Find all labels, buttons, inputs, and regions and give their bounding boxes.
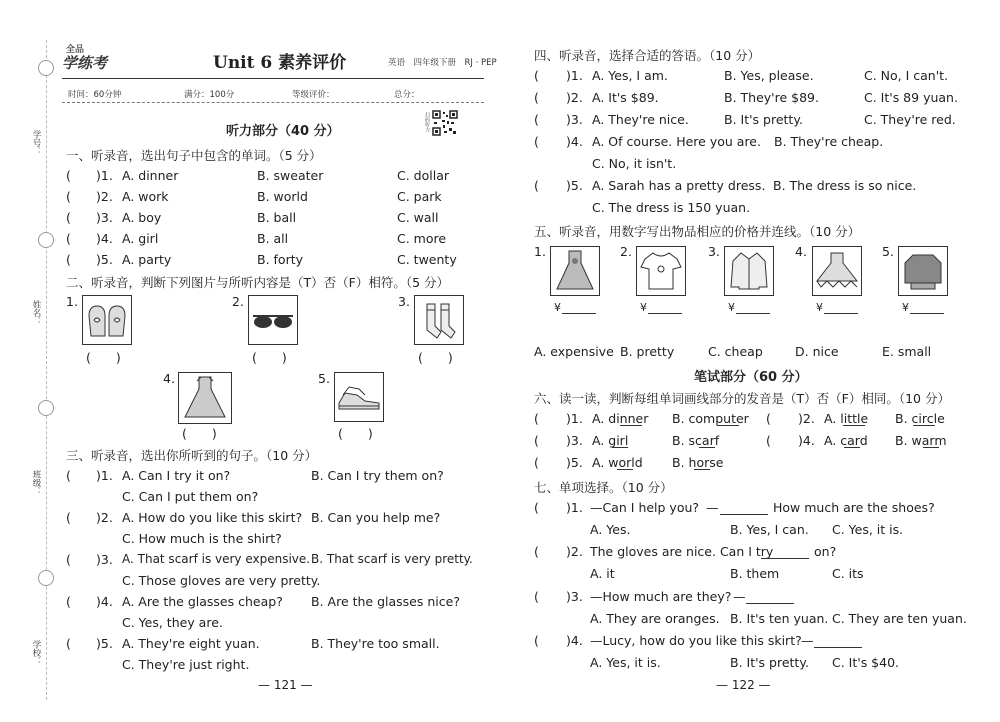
option-a: A. Sarah has a pretty dress. [592, 178, 766, 193]
underline-mark [620, 425, 642, 426]
option-b: B. Yes, please. [724, 68, 814, 83]
option-a: A. card [824, 433, 868, 448]
answer-blank[interactable] [720, 514, 768, 515]
question-text: The gloves are nice. Can I try [590, 544, 774, 559]
option-b: B. They're too small. [311, 636, 440, 651]
answer-paren[interactable]: ( [66, 231, 71, 246]
score-label: 满分：100分 [184, 90, 235, 100]
underline-mark [694, 469, 710, 470]
grade-label: 等级评价： [292, 90, 335, 100]
option-b: B. Yes, I can. [730, 522, 809, 537]
underline-mark [612, 447, 628, 448]
underline-mark [923, 447, 939, 448]
q-number: )2. [96, 189, 113, 204]
picture-number: 1. [534, 244, 546, 259]
sweater-picture [898, 246, 948, 296]
option-b: B. circle [895, 411, 945, 426]
option-c: C. twenty [397, 252, 457, 267]
yuan-symbol: ¥ [728, 301, 735, 314]
socks-picture [414, 295, 464, 345]
answer-paren[interactable]: ( [766, 411, 771, 426]
answer-paren[interactable]: ( [534, 544, 539, 559]
tf-answer-paren[interactable]: ( ) [182, 426, 217, 441]
q-number: )4. [96, 594, 113, 609]
answer-paren[interactable]: ( [66, 468, 71, 483]
answer-paren[interactable]: ( [534, 90, 539, 105]
price-blank[interactable] [824, 313, 858, 314]
option-a: A. work [122, 189, 169, 204]
header-rule [62, 78, 484, 79]
underline-mark [699, 447, 715, 448]
option-a: A. Are the glasses cheap? [122, 594, 283, 609]
answer-paren[interactable]: ( [66, 189, 71, 204]
answer-blank[interactable] [814, 647, 862, 648]
underline-mark [913, 425, 935, 426]
sunglasses-icon [249, 296, 297, 344]
option-a: A. Yes, it is. [590, 655, 661, 670]
answer-blank[interactable] [746, 603, 794, 604]
option-c: C. dollar [397, 168, 450, 183]
tf-answer-paren[interactable]: ( ) [86, 350, 121, 365]
gloves-icon [83, 296, 131, 344]
qr-code-icon [432, 110, 458, 136]
option-b: B. Can I try them on? [311, 468, 444, 483]
picture-number: 3. [398, 294, 410, 309]
q-number: )3. [566, 589, 583, 604]
option-c: C. They're red. [864, 112, 956, 127]
option-a: A. it [590, 566, 615, 581]
question-text: —Can I help you? [590, 500, 700, 515]
q-number: )1. [566, 411, 583, 426]
q-number: )1. [566, 68, 583, 83]
total-label: 总分： [394, 90, 420, 100]
option-a: A. boy [122, 210, 162, 225]
underline-mark [844, 447, 860, 448]
option-a: A. little [824, 411, 869, 426]
question-text: —How much are they? [590, 589, 732, 604]
dash: — [801, 633, 814, 648]
option-c: C. No, it isn't. [592, 156, 677, 171]
q-number: )4. [566, 633, 583, 648]
q-number: )3. [566, 112, 583, 127]
answer-paren[interactable]: ( [66, 252, 71, 267]
option-b: B. Are the glasses nice? [311, 594, 460, 609]
answer-paren[interactable]: ( [66, 594, 71, 609]
tf-answer-paren[interactable]: ( ) [338, 426, 373, 441]
option-c: C. The dress is 150 yuan. [592, 200, 751, 215]
question-text: on? [814, 544, 837, 559]
section-6-title: 六、读一读，判断每组单词画线部分的发音是（T）否（F）相同。（10 分） [534, 391, 950, 406]
price-blank[interactable] [910, 313, 944, 314]
option-a: A. How do you like this skirt? [122, 510, 303, 525]
option-b: B. sweater [257, 168, 324, 183]
option-a: A. Yes, I am. [592, 68, 668, 83]
option-a: A. They are oranges. [590, 611, 720, 626]
binding-hole [38, 400, 54, 416]
side-label-student-id: 学号： [31, 130, 41, 156]
price-blank[interactable] [736, 313, 770, 314]
option-a: A. It's $89. [592, 90, 659, 105]
q-number: )3. [96, 210, 113, 225]
answer-paren[interactable]: ( [66, 210, 71, 225]
sneakers-icon [335, 373, 383, 421]
answer-paren[interactable]: ( [534, 68, 539, 83]
q-number: )1. [96, 468, 113, 483]
q-number: )4. [798, 433, 815, 448]
dress-icon [551, 247, 599, 295]
tf-answer-paren[interactable]: ( ) [252, 350, 287, 365]
answer-paren[interactable]: ( [534, 112, 539, 127]
option-b: B. It's pretty. [730, 655, 809, 670]
tshirt-icon [637, 247, 685, 295]
underline-mark [843, 425, 865, 426]
dash: — [706, 500, 719, 515]
dress-picture [550, 246, 600, 296]
page-title: Unit 6 素养评价 [213, 53, 347, 73]
picture-number: 5. [318, 371, 330, 386]
written-section-title: 笔试部分（60 分） [694, 370, 808, 385]
option-a: A. party [122, 252, 172, 267]
word-option[interactable]: A. expensive [534, 344, 614, 359]
listening-section-title: 听力部分（40 分） [226, 124, 340, 139]
answer-paren[interactable]: ( [766, 433, 771, 448]
option-c: C. No, I can't. [864, 68, 949, 83]
binding-hole [38, 570, 54, 586]
answer-paren[interactable]: ( [534, 411, 539, 426]
jacket-icon [725, 247, 773, 295]
option-b: B. horse [672, 455, 724, 470]
word-option[interactable]: B. pretty [620, 344, 675, 359]
word-option[interactable]: E. small [882, 344, 932, 359]
dress-picture [178, 372, 232, 424]
price-blank[interactable] [562, 313, 596, 314]
q-number: )4. [566, 134, 583, 149]
q-number: )2. [96, 510, 113, 525]
picture-number: 3. [708, 244, 720, 259]
option-a: A. Can I try it on? [122, 468, 231, 483]
answer-paren[interactable]: ( [534, 455, 539, 470]
option-c: C. Those gloves are very pretty. [122, 573, 321, 588]
underline-mark [617, 469, 633, 470]
yuan-symbol: ¥ [816, 301, 823, 314]
q-number: )5. [96, 636, 113, 651]
publisher-logo: 全品 学练考 [62, 45, 108, 72]
side-label-school: 学校： [31, 640, 41, 666]
option-a: A. dinner [592, 411, 649, 426]
picture-number: 4. [163, 371, 175, 386]
option-c: C. more [397, 231, 447, 246]
option-a: A. Of course. Here you are. [592, 134, 761, 149]
option-c: C. It's $40. [832, 655, 900, 670]
option-b: B. They're cheap. [774, 134, 884, 149]
q-number: )2. [798, 411, 815, 426]
option-a: A. world [592, 455, 643, 470]
option-b: B. computer [672, 411, 749, 426]
option-c: C. Yes, it is. [832, 522, 904, 537]
option-a: A. Yes. [590, 522, 631, 537]
picture-number: 5. [882, 244, 894, 259]
tshirt-picture [636, 246, 686, 296]
question-text: —Lucy, how do you like this skirt? [590, 633, 802, 648]
socks-icon [415, 296, 463, 344]
dress-icon [179, 373, 231, 423]
side-label-name: 姓名： [31, 300, 41, 326]
jacket-picture [724, 246, 774, 296]
header-rule-dashed [62, 102, 484, 103]
glasses-picture [248, 295, 298, 345]
option-b: B. Can you help me? [311, 510, 441, 525]
q-number: )5. [96, 252, 113, 267]
section-3-title: 三、听录音，选出你所听到的句子。（10 分） [66, 448, 318, 463]
binding-hole [38, 232, 54, 248]
picture-number: 2. [620, 244, 632, 259]
binding-line [46, 40, 47, 700]
answer-paren[interactable]: ( [66, 552, 71, 567]
section-2-title: 二、听录音，判断下列图片与所听内容是（T）否（F）相符。（5 分） [66, 275, 450, 290]
gloves-picture [82, 295, 132, 345]
section-7-title: 七、单项选择。（10 分） [534, 480, 673, 495]
picture-number: 4. [795, 244, 807, 259]
option-b: B. world [257, 189, 308, 204]
q-number: )1. [566, 500, 583, 515]
picture-number: 1. [66, 294, 78, 309]
option-a: A. They're nice. [592, 112, 689, 127]
answer-paren[interactable]: ( [66, 636, 71, 651]
option-c: C. How much is the shirt? [122, 531, 282, 546]
q-number: )2. [566, 90, 583, 105]
q-number: )1. [96, 168, 113, 183]
option-b: B. them [730, 566, 780, 581]
option-b: B. warm [895, 433, 947, 448]
q-number: )4. [96, 231, 113, 246]
option-c: C. It's 89 yuan. [864, 90, 958, 105]
q-number: )5. [566, 178, 583, 193]
option-a: A. That scarf is very expensive. [122, 552, 311, 566]
side-label-class: 班级： [31, 470, 41, 496]
answer-paren[interactable]: ( [534, 134, 539, 149]
option-b: B. It's ten yuan. [730, 611, 829, 626]
shoes-picture [334, 372, 384, 422]
page-number-right: — 122 — [716, 678, 771, 692]
answer-paren[interactable]: ( [534, 589, 539, 604]
option-b: B. forty [257, 252, 304, 267]
option-b: B. scarf [672, 433, 720, 448]
section-4-title: 四、听录音，选择合适的答语。（10 分） [534, 48, 761, 63]
skirt-picture [812, 246, 862, 296]
option-c: C. They are ten yuan. [832, 611, 967, 626]
option-c: C. park [397, 189, 442, 204]
tutu-dress-icon [813, 247, 861, 295]
time-label: 时间：60分钟 [68, 90, 122, 100]
option-c: C. They're just right. [122, 657, 250, 672]
picture-number: 2. [232, 294, 244, 309]
q-number: )5. [566, 455, 583, 470]
option-c: C. wall [397, 210, 439, 225]
sweater-icon [899, 247, 947, 295]
option-b: B. The dress is so nice. [773, 178, 917, 193]
option-a: A. girl [122, 231, 159, 246]
q-number: )3. [566, 433, 583, 448]
yuan-symbol: ¥ [902, 301, 909, 314]
answer-paren[interactable]: ( [534, 178, 539, 193]
option-b: B. They're $89. [724, 90, 819, 105]
word-option[interactable]: D. nice [795, 344, 839, 359]
answer-paren[interactable]: ( [534, 500, 539, 515]
option-a: A. dinner [122, 168, 179, 183]
option-b: B. all [257, 231, 289, 246]
answer-paren[interactable]: ( [66, 510, 71, 525]
word-option[interactable]: C. cheap [708, 344, 763, 359]
binding-hole [38, 60, 54, 76]
option-b: B. That scarf is very pretty. [311, 552, 473, 566]
answer-blank[interactable] [761, 558, 809, 559]
option-c: C. Can I put them on? [122, 489, 259, 504]
underline-mark [717, 425, 739, 426]
option-c: C. Yes, they are. [122, 615, 223, 630]
q-number: )2. [566, 544, 583, 559]
price-blank[interactable] [648, 313, 682, 314]
option-b: B. ball [257, 210, 297, 225]
q-number: )3. [96, 552, 113, 567]
answer-paren[interactable]: ( [534, 433, 539, 448]
yuan-symbol: ¥ [640, 301, 647, 314]
question-text: How much are the shoes? [773, 500, 935, 515]
yuan-symbol: ¥ [554, 301, 561, 314]
page-number-left: — 121 — [258, 678, 313, 692]
tf-answer-paren[interactable]: ( ) [418, 350, 453, 365]
option-b: B. It's pretty. [724, 112, 803, 127]
answer-paren[interactable]: ( [66, 168, 71, 183]
qr-caption: 扫码听力 [424, 112, 430, 132]
section-1-title: 一、听录音，选出句子中包含的单词。（5 分） [66, 148, 322, 163]
subject-line: 英语 四年级下册 RJ · PEP [388, 58, 497, 68]
option-a: A. girl [592, 433, 629, 448]
option-c: C. its [832, 566, 864, 581]
answer-paren[interactable]: ( [534, 633, 539, 648]
dash: — [733, 589, 746, 604]
section-5-title: 五、听录音，用数字写出物品相应的价格并连线。（10 分） [534, 224, 861, 239]
option-a: A. They're eight yuan. [122, 636, 260, 651]
